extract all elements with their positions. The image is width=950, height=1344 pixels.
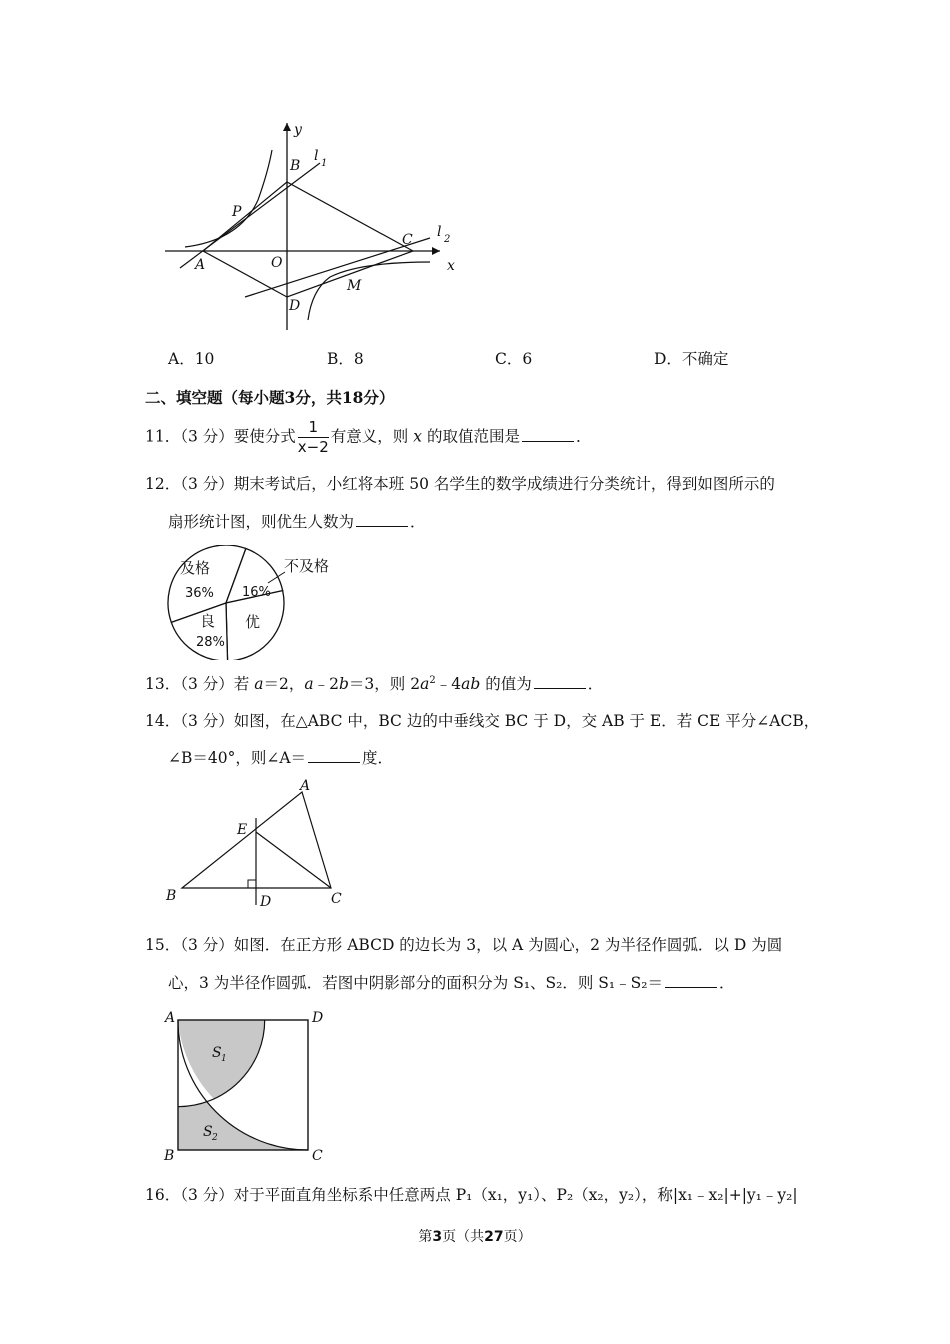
segment-ce bbox=[256, 832, 331, 888]
svg-text:B: B bbox=[166, 888, 177, 904]
svg-text:A: A bbox=[300, 778, 311, 794]
label-a: A bbox=[195, 257, 206, 273]
quadrilateral-abcd bbox=[203, 182, 413, 297]
label-p: P bbox=[232, 204, 242, 220]
label-y: y bbox=[294, 122, 302, 138]
question-15-line1: 15．（3 分）如图．在正方形 ABCD 的边长为 3，以 A 为圆心，2 为半径作圆弧．以 D 为圆 bbox=[145, 936, 783, 954]
label-o: O bbox=[271, 255, 283, 271]
svg-text:S: S bbox=[203, 1124, 213, 1140]
svg-text:B: B bbox=[164, 1148, 175, 1164]
label-l1: l bbox=[314, 148, 319, 164]
pie-value-good: 28% bbox=[196, 635, 225, 650]
svg-text:D: D bbox=[260, 894, 272, 910]
answer-blank bbox=[522, 427, 574, 442]
svg-text:2: 2 bbox=[212, 1133, 218, 1143]
label-m: M bbox=[347, 278, 362, 294]
question-13: 13．（3 分）若 a＝2，a﹣2b＝3，则 $2a^2﹣4ab$ 的值为 ． bbox=[145, 674, 604, 693]
svg-text:D: D bbox=[312, 1010, 324, 1026]
option-d: D．不确定 bbox=[654, 350, 729, 368]
svg-text:S: S bbox=[212, 1045, 222, 1061]
square-figure bbox=[160, 1005, 335, 1165]
svg-text:C: C bbox=[312, 1148, 323, 1164]
option-b: B．8 bbox=[327, 350, 364, 368]
answer-blank bbox=[308, 748, 360, 763]
pie-label-pass: 及格 bbox=[180, 559, 211, 577]
fraction: $\frac{1}{x-2}$ bbox=[297, 418, 329, 456]
svg-text:E: E bbox=[237, 822, 248, 838]
label-c: C bbox=[402, 232, 413, 248]
label-x: x bbox=[447, 258, 455, 274]
svg-text:1: 1 bbox=[321, 158, 328, 169]
pie-chart bbox=[160, 545, 350, 660]
question-12-line1: 12．（3 分）期末考试后，小红将本班 50 名学生的数学成绩进行分类统计，得到如图所示的 bbox=[145, 475, 775, 493]
svg-text:2: 2 bbox=[444, 234, 451, 245]
question-16: 16．（3 分）对于平面直角坐标系中任意两点 P₁（x₁，y₁）、P₂（x₂，y₂），称|x₁﹣x₂|+|y₁﹣y₂| bbox=[145, 1186, 798, 1204]
question-14-line1: 14．（3 分）如图，在△ABC 中，BC 边的中垂线交 BC 于 D，交 AB 于 E．若 CE 平分∠ACB， bbox=[145, 712, 820, 730]
hyperbola-upper bbox=[185, 150, 272, 247]
question-11: 11．（3 分）要使分式 $\frac{1}{x-2}$ 有意义，则 x 的取值范围是 ． bbox=[145, 418, 592, 456]
answer-blank bbox=[665, 973, 717, 988]
pie-value-pass: 36% bbox=[185, 586, 214, 601]
answer-blank bbox=[534, 674, 586, 689]
pie-value-fail: 16% bbox=[242, 585, 271, 600]
question-12-line2: 扇形统计图，则优生人数为 ． bbox=[168, 513, 426, 531]
pie-label-excellent: 优 bbox=[245, 613, 261, 631]
label-b: B bbox=[290, 158, 301, 174]
page-footer: 第3页（共27页） bbox=[418, 1229, 532, 1245]
option-a: A．10 bbox=[168, 350, 215, 368]
svg-text:A: A bbox=[165, 1010, 176, 1026]
svg-text:1: 1 bbox=[221, 1054, 227, 1064]
coordinate-figure bbox=[160, 118, 470, 336]
question-14-line2: ∠B＝40°，则∠A＝ 度． bbox=[168, 749, 394, 767]
section-title: 二、填空题（每小题3分，共18分） bbox=[145, 388, 395, 407]
question-15-line2: 心，3 为半径作圆弧．若图中阴影部分的面积分为 S₁、S₂．则 S₁﹣S₂＝ ． bbox=[168, 974, 735, 992]
pie-label-good: 良 bbox=[200, 612, 216, 630]
option-c: C．6 bbox=[495, 350, 533, 368]
answer-blank bbox=[356, 512, 408, 527]
line-l1 bbox=[180, 163, 320, 268]
label-d: D bbox=[289, 298, 301, 314]
svg-text:C: C bbox=[331, 891, 342, 907]
pie-label-fail: 不及格 bbox=[284, 557, 330, 575]
label-l2: l bbox=[437, 224, 442, 240]
triangle-figure bbox=[160, 775, 360, 910]
